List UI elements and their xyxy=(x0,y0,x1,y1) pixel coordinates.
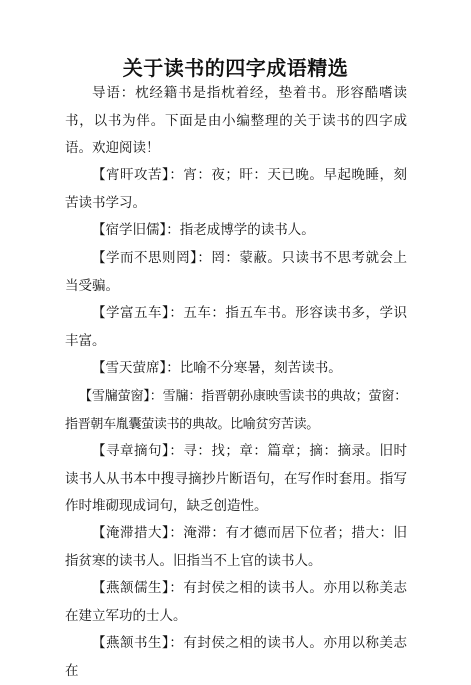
idiom-paragraph: 【学而不思则罔】：罔：蒙蔽。只读书不思考就会上当受骗。 xyxy=(65,250,407,294)
idiom-paragraph: 【雪天萤席】：比喻不分寒暑，刻苦读书。 xyxy=(92,360,342,376)
idiom-paragraph: 【淹滞措大】：淹滞：有才德而居下位者；措大：旧指贫寒的读书人。旧指当不上官的读书人。 xyxy=(65,525,407,569)
idiom-paragraph: 【燕颔儒生】：有封侯之相的读书人。亦用以称美志在建立军功的士人。 xyxy=(65,580,407,624)
idiom-paragraph: 【燕颔书生】：有封侯之相的读书人。亦用以称美志在 xyxy=(65,635,407,679)
intro-paragraph: 导语：枕经籍书是指枕着经，垫着书。形容酷嗜读书，以书为伴。下面是由小编整理的关于读书的四字成语。欢迎阅读！ xyxy=(65,85,407,156)
idiom-paragraph: 【寻章摘句】：寻：找；章：篇章；摘：摘录。旧时读书人从书本中搜寻摘抄片断语句，在写作时套用。指写作时堆砌现成词句，缺乏创造性。 xyxy=(65,443,407,514)
page-title: 关于读书的四字成语精选 xyxy=(122,56,349,80)
idiom-paragraph: 【学富五车】：五车：指五车书。形容读书多，学识丰富。 xyxy=(65,305,407,349)
idiom-paragraph: 【宿学旧儒】：指老成博学的读书人。 xyxy=(92,222,315,238)
idiom-paragraph: 【雪牖萤窗】：雪牖：指晋朝孙康映雪读书的典故；萤窗：指晋朝车胤囊萤读书的典故。比喻贫穷苦读。 xyxy=(65,389,407,432)
idiom-paragraph: 【宵旰攻苦】：宵：夜；旰：天已晚。早起晚睡，刻苦读书学习。 xyxy=(65,167,407,211)
